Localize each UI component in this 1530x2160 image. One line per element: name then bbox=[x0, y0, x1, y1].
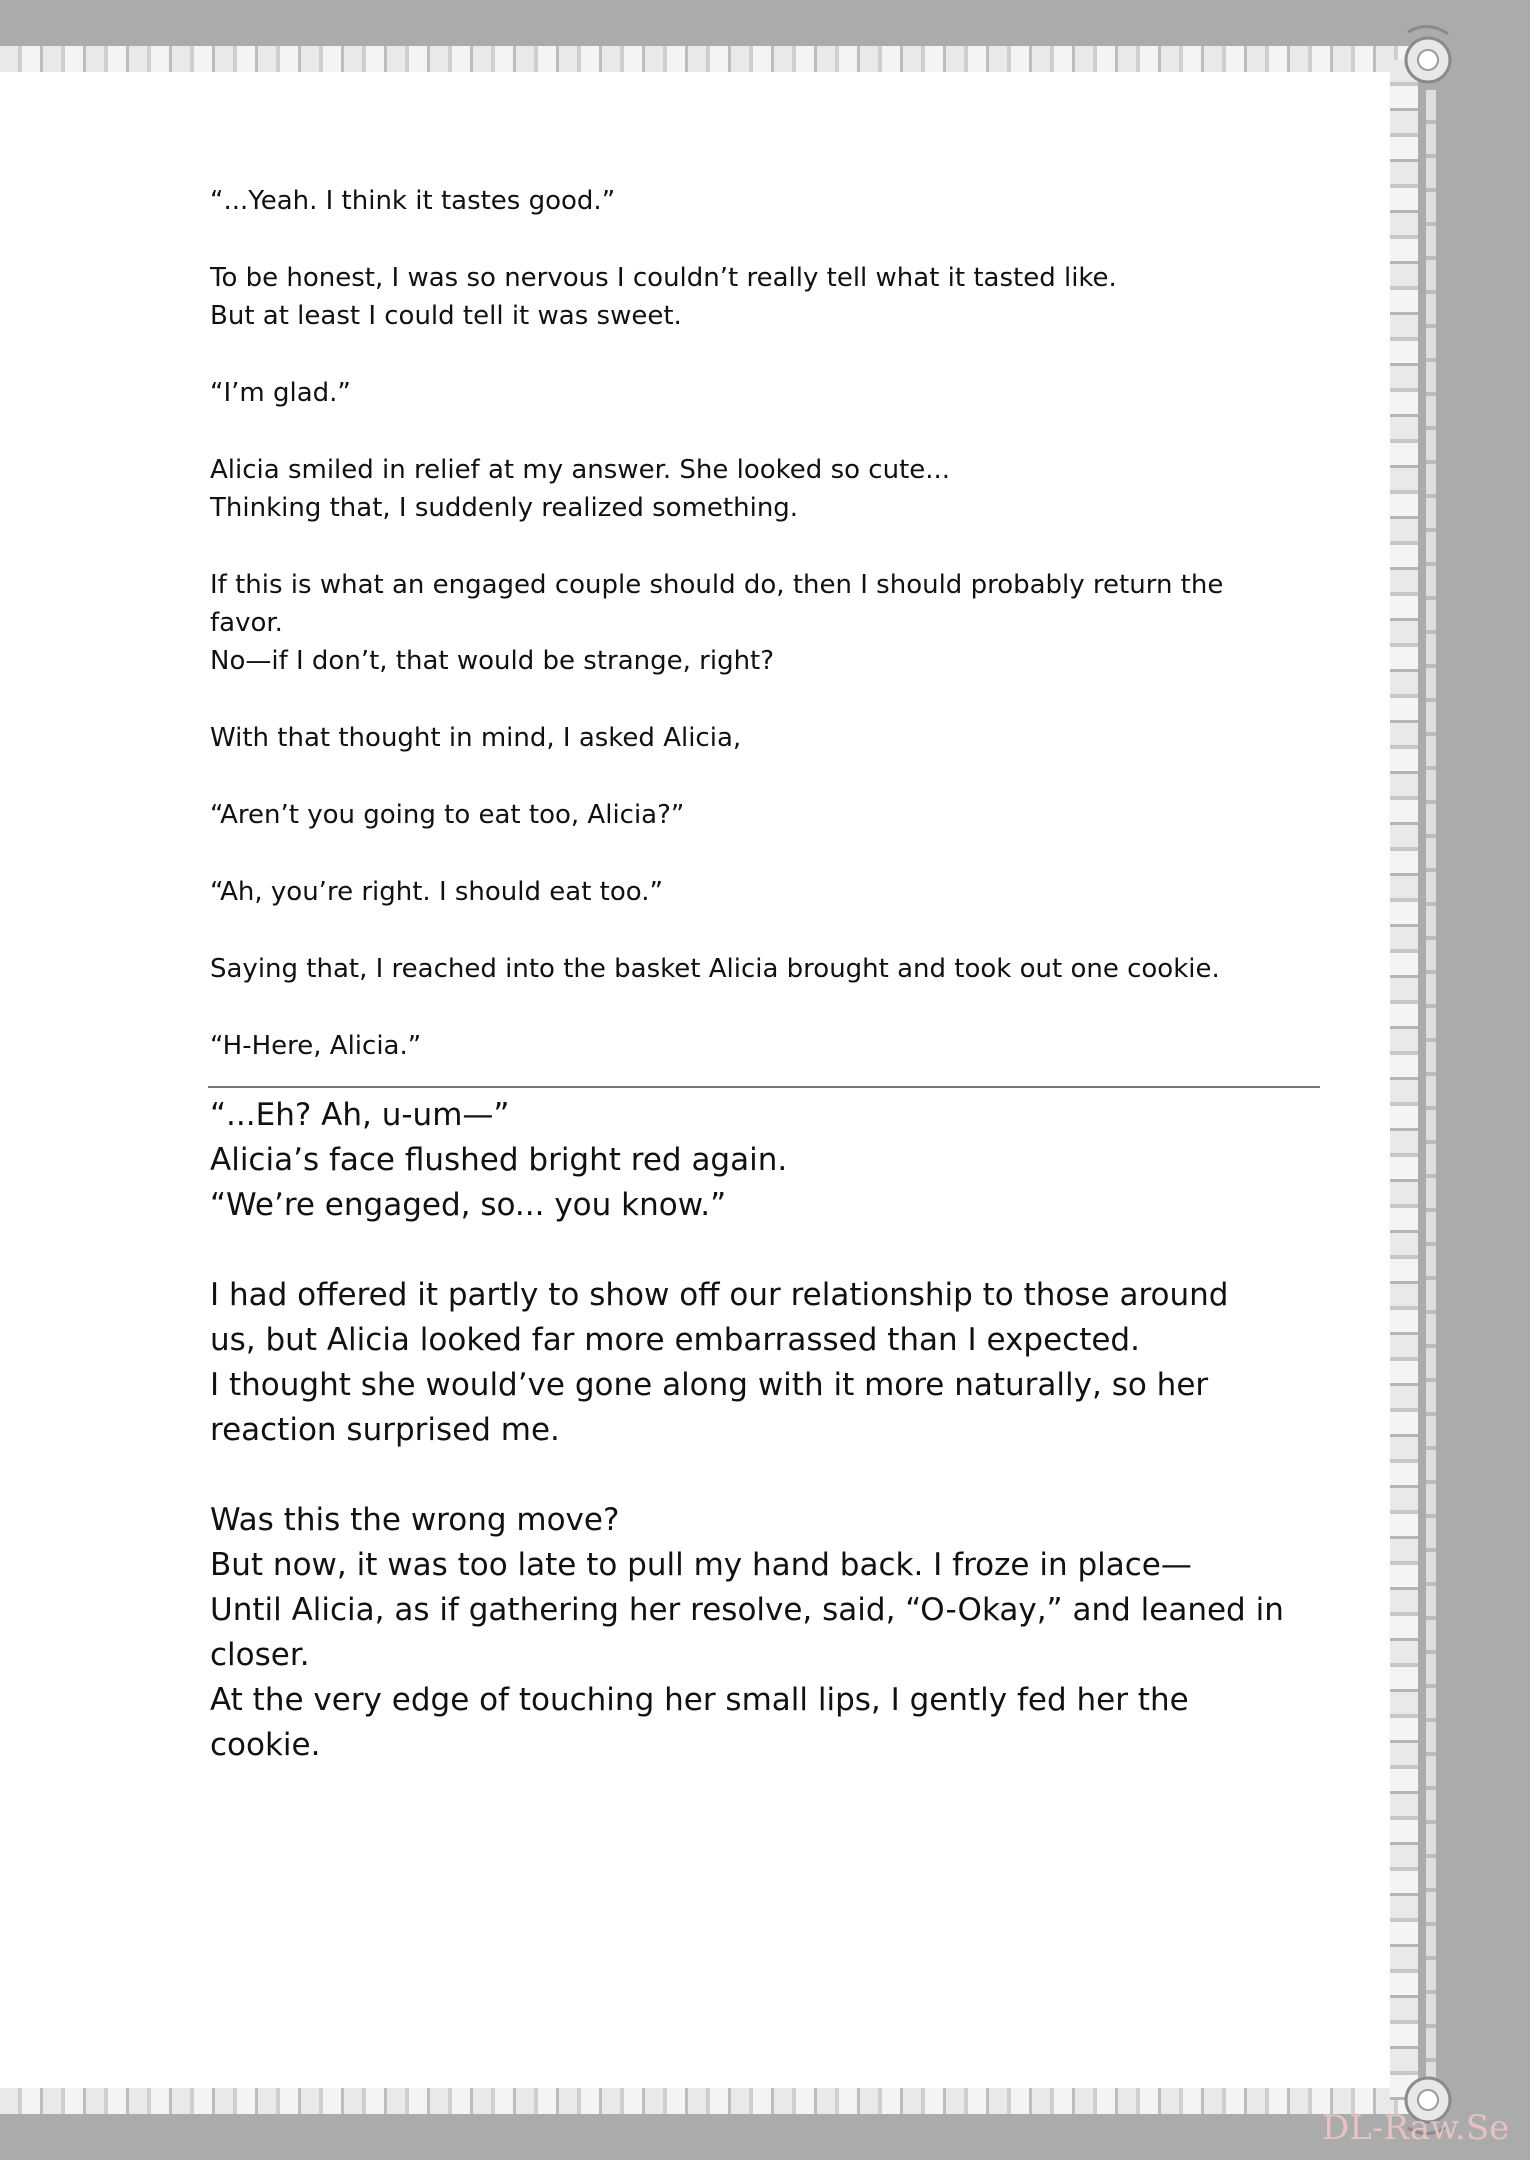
text-line: Was this the wrong move? bbox=[210, 1502, 620, 1538]
text-line: “We’re engaged, so... you know.” bbox=[210, 1187, 727, 1223]
text-line: But now, it was too late to pull my hand back. I froze in place— bbox=[210, 1547, 1192, 1583]
text-line: reaction surprised me. bbox=[210, 1412, 560, 1448]
paragraph bbox=[210, 566, 1320, 680]
text-line: With that thought in mind, I asked Alicia, bbox=[210, 723, 742, 753]
paragraph bbox=[210, 1273, 1320, 1453]
frame-rail-top bbox=[0, 46, 1420, 72]
paragraph bbox=[210, 1093, 1320, 1228]
text-line: us, but Alicia looked far more embarrassed than I expected. bbox=[210, 1322, 1140, 1358]
text-line: But at least I could tell it was sweet. bbox=[210, 301, 682, 331]
paragraph bbox=[210, 1027, 1320, 1065]
text-line: To be honest, I was so nervous I couldn’t really tell what it tasted like. bbox=[210, 263, 1117, 293]
paragraph bbox=[210, 1498, 1320, 1768]
frame-corner-ornament-icon bbox=[1388, 20, 1468, 100]
section-divider bbox=[208, 1086, 1320, 1088]
text-line: cookie. bbox=[210, 1727, 321, 1763]
watermark: DL-Raw.Se bbox=[1322, 2108, 1510, 2148]
upper-text-block bbox=[210, 182, 1320, 1104]
text-line: favor. bbox=[210, 608, 283, 638]
text-line: Alicia’s face flushed bright red again. bbox=[210, 1142, 788, 1178]
text-line: I had offered it partly to show off our relationship to those around bbox=[210, 1277, 1229, 1313]
text-line: At the very edge of touching her small lips, I gently fed her the bbox=[210, 1682, 1189, 1718]
text-line: Until Alicia, as if gathering her resolve, said, “O-Okay,” and leaned in bbox=[210, 1592, 1284, 1628]
frame-rail-outer bbox=[1426, 90, 1436, 2080]
frame-rail-bottom bbox=[0, 2088, 1420, 2114]
text-line: No—if I don’t, that would be strange, right? bbox=[210, 646, 775, 676]
paragraph bbox=[210, 374, 1320, 412]
text-line: “Aren’t you going to eat too, Alicia?” bbox=[210, 800, 685, 830]
text-line: Thinking that, I suddenly realized something. bbox=[210, 493, 799, 523]
frame-rail-right bbox=[1390, 60, 1418, 2100]
paragraph bbox=[210, 719, 1320, 757]
text-line: closer. bbox=[210, 1637, 310, 1673]
lower-text-block bbox=[210, 1093, 1320, 1813]
text-line: “I’m glad.” bbox=[210, 378, 351, 408]
paragraph bbox=[210, 182, 1320, 220]
text-line: I thought she would’ve gone along with it more naturally, so her bbox=[210, 1367, 1209, 1403]
text-line: “...Yeah. I think it tastes good.” bbox=[210, 186, 616, 216]
paragraph bbox=[210, 259, 1320, 335]
text-line: Alicia smiled in relief at my answer. She looked so cute... bbox=[210, 455, 951, 485]
text-line: If this is what an engaged couple should do, then I should probably return the bbox=[210, 570, 1224, 600]
text-line: “...Eh? Ah, u-um—” bbox=[210, 1097, 510, 1133]
paragraph bbox=[210, 796, 1320, 834]
paragraph bbox=[210, 451, 1320, 527]
text-line: “H-Here, Alicia.” bbox=[210, 1031, 422, 1061]
text-line: “Ah, you’re right. I should eat too.” bbox=[210, 877, 663, 907]
paragraph bbox=[210, 873, 1320, 911]
text-line: Saying that, I reached into the basket Alicia brought and took out one cookie. bbox=[210, 954, 1220, 984]
paragraph bbox=[210, 950, 1320, 988]
